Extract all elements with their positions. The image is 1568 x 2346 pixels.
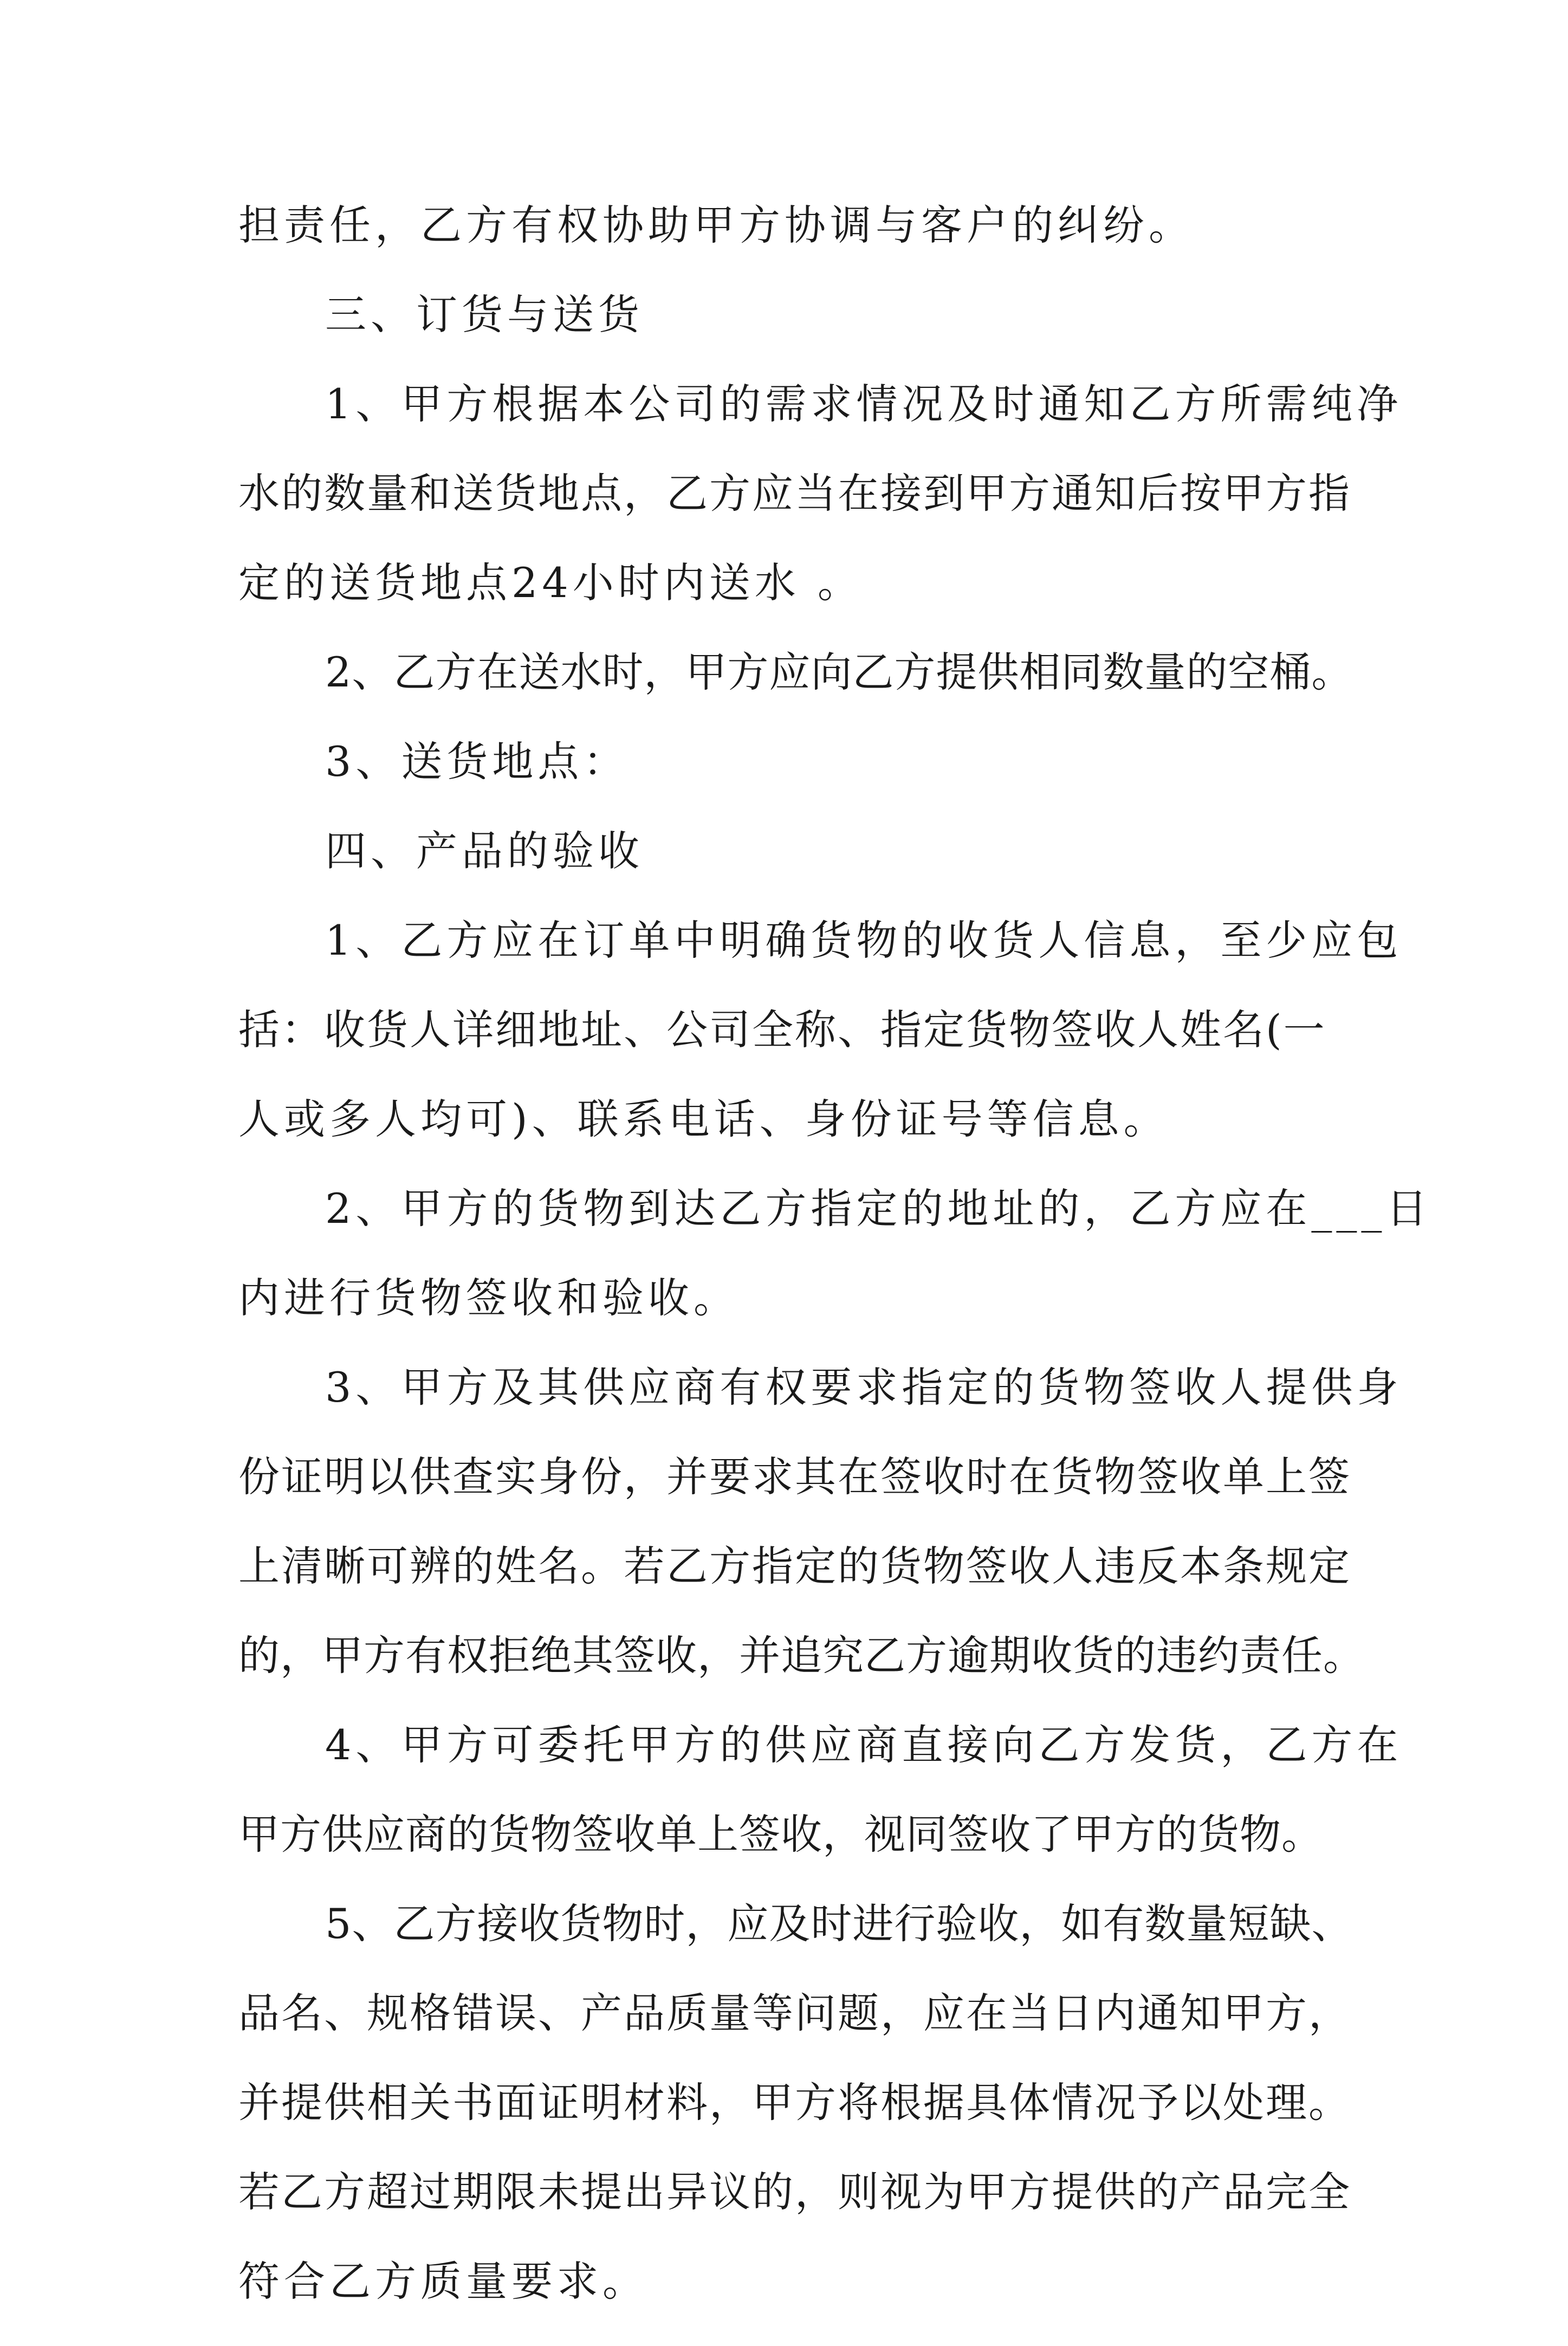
text-line-7: 3、送货地点： [325,737,629,786]
text-line-18: 4、甲方可委托甲方的供应商直接向乙方发货，乙方在 [325,1721,1403,1769]
text-line-9: 1、乙方应在订单中明确货物的收货人信息，至少应包 [325,916,1403,964]
section-heading-4: 四、产品的验收 [325,827,644,875]
text-line-22: 并提供相关书面证明材料，甲方将根据具体情况予以处理。 [238,2078,1351,2127]
text-line-19: 甲方供应商的货物签收单上签收，视同签收了甲方的货物。 [238,1810,1323,1858]
section-heading-3: 三、订货与送货 [325,290,644,339]
text-line-12: 2、甲方的货物到达乙方指定的地址的，乙方应在___日 [325,1184,1432,1233]
text-line-13: 内进行货物签收和验收。 [238,1274,739,1322]
document-body [238,200,1432,2346]
text-line-1: 担责任，乙方有权协助甲方协调与客户的纠纷。 [238,201,1194,249]
text-line-23: 若乙方超过期限未提出异议的，则视为甲方提供的产品完全 [238,2168,1351,2216]
text-line-17: 的，甲方有权拒绝其签收，并追究乙方逾期收货的违约责任。 [238,1631,1365,1680]
text-line-10: 括：收货人详细地址、公司全称、指定货物签收人姓名(一 [238,1006,1326,1054]
text-line-20: 5、乙方接收货物时，应及时进行验收，如有数量短缺、 [325,1900,1353,1948]
text-line-14: 3、甲方及其供应商有权要求指定的货物签收人提供身 [325,1363,1403,1411]
text-line-16: 上清晰可辨的姓名。若乙方指定的货物签收人违反本条规定 [238,1542,1351,1590]
text-line-4: 水的数量和送货地点，乙方应当在接到甲方通知后按甲方指 [238,469,1351,517]
text-line-5: 定的送货地点24小时内送水 。 [238,559,863,607]
text-line-11: 人或多人均可)、联系电话、身份证号等信息。 [238,1095,1169,1143]
text-line-6: 2、乙方在送水时，甲方应向乙方提供相同数量的空桶。 [325,648,1353,696]
text-line-24: 符合乙方质量要求。 [238,2257,648,2305]
text-line-15: 份证明以供查实身份，并要求其在签收时在货物签收单上签 [238,1453,1351,1501]
text-line-21: 品名、规格错误、产品质量等问题，应在当日内通知甲方， [238,1989,1351,2037]
text-line-3: 1、甲方根据本公司的需求情况及时通知乙方所需纯净 [325,380,1403,428]
